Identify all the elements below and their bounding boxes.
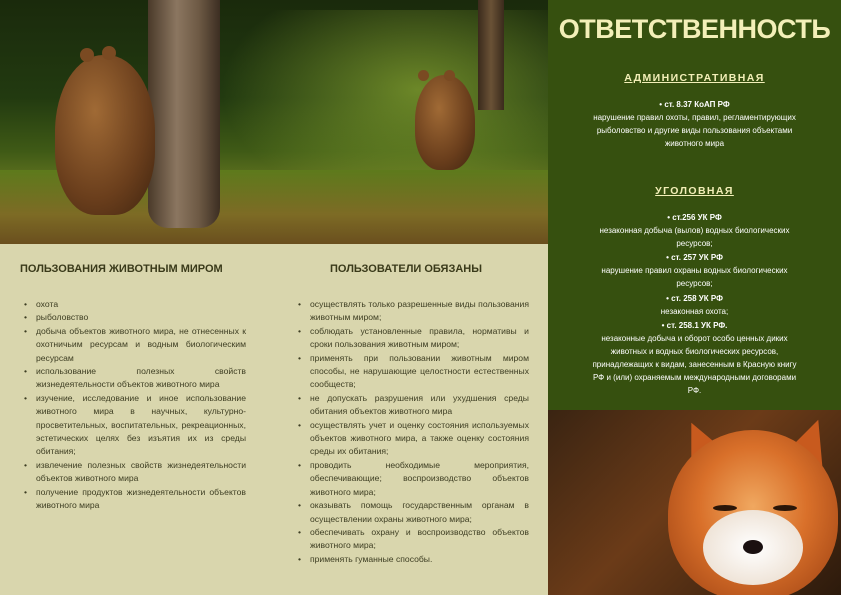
criminal-line: незаконная добыча (вылов) водных биологических	[599, 226, 790, 235]
list-item: • применять гуманные способы.	[298, 553, 529, 566]
list-item: • изучение, исследование и иное использование животного мира в научных, культурно-просветительных, воспитательных, рекреационных, эстетических целях без изъятия их из среды обитания;	[24, 392, 246, 459]
list-item: • соблюдать установленные правила, нормативы и сроки пользования животным миром;	[298, 325, 529, 352]
admin-line: рыболовство и другие виды пользования объектами	[596, 126, 793, 135]
bear-ear	[102, 46, 116, 60]
criminal-line: принадлежащих к видам, занесенным в Красную книгу	[592, 360, 797, 369]
admin-line: • ст. 8.37 КоАП РФ	[659, 100, 730, 109]
list-item: • получение продуктов жизнедеятельности объектов животного мира	[24, 486, 246, 513]
list-item: • рыболовство	[24, 311, 246, 324]
criminal-line: животных и водных биологических ресурсов,	[610, 347, 779, 356]
criminal-line: нарушение правил охраны водных биологических	[601, 266, 788, 275]
tree-trunk	[148, 0, 220, 228]
list-item: • обеспечивать охрану и воспроизводство объектов животного мира;	[298, 526, 529, 553]
bear-ear	[80, 48, 94, 62]
wildlife-use-list	[24, 298, 246, 513]
fox-nose	[743, 540, 763, 554]
bear-ear	[444, 70, 455, 81]
responsibility-panel	[548, 0, 841, 410]
list-item: • осуществлять только разрешенные виды пользования животным миром;	[298, 298, 529, 325]
criminal-line: • ст. 258.1 УК РФ.	[661, 321, 728, 330]
list-item: • добыча объектов животного мира, не отнесенных к охотничьим ресурсам и водным биологическим ресурсам	[24, 325, 246, 365]
wildlife-use-title: ПОЛЬЗОВАНИЯ ЖИВОТНЫМ МИРОМ	[20, 263, 223, 275]
list-item: • охота	[24, 298, 246, 311]
list-item: • использование полезных свойств жизнедеятельности объектов животного мира	[24, 365, 246, 392]
criminal-line: незаконные добыча и оборот особо ценных диких	[601, 334, 788, 343]
users-obligations-title: ПОЛЬЗОВАТЕЛИ ОБЯЗАНЫ	[330, 263, 483, 275]
bear-ear	[418, 70, 429, 81]
admin-line: животного мира	[664, 139, 725, 148]
bear-cub-right	[415, 75, 475, 170]
bear-cub-left	[55, 55, 155, 215]
fox-eye	[773, 505, 797, 511]
criminal-line: ресурсов;	[676, 239, 713, 248]
admin-heading: АДМИНИСТРАТИВНАЯ	[624, 72, 765, 84]
criminal-line: • ст. 258 УК РФ	[666, 294, 723, 303]
list-item: • осуществлять учет и оценку состояния используемых объектов животного мира, а также оценку состояния среды их обитания;	[298, 419, 529, 459]
list-item: • оказывать помощь государственным органам в осуществлении охраны животного мира;	[298, 499, 529, 526]
criminal-heading: УГОЛОВНАЯ	[655, 185, 734, 197]
responsibility-title: ОТВЕТСТВЕННОСТЬ	[558, 14, 831, 44]
background-tree	[478, 0, 504, 110]
admin-line: нарушение правил охоты, правил, регламентирующих	[593, 113, 796, 122]
fox-photo	[548, 410, 841, 595]
list-item: • проводить необходимые мероприятия, обеспечивающие; воспроизводство объектов животного мира;	[298, 459, 529, 499]
criminal-line: РФ и (или) охраняемым международными договорами	[592, 373, 797, 382]
criminal-line: • ст. 257 УК РФ	[666, 253, 723, 262]
list-item: • применять при пользовании животным миром способы, не нарушающие целостности естественных сообществ;	[298, 352, 529, 392]
fox-eye	[713, 505, 737, 511]
bear-cubs-photo	[0, 0, 548, 244]
criminal-line: незаконная охота;	[660, 307, 729, 316]
criminal-line: РФ.	[687, 386, 702, 395]
criminal-line: ресурсов;	[676, 279, 713, 288]
list-item: • не допускать разрушения или ухудшения среды обитания объектов животного мира	[298, 392, 529, 419]
users-obligations-list	[298, 298, 529, 566]
list-item: • извлечение полезных свойств жизнедеятельности объектов животного мира	[24, 459, 246, 486]
criminal-line: • ст.256 УК РФ	[667, 213, 722, 222]
